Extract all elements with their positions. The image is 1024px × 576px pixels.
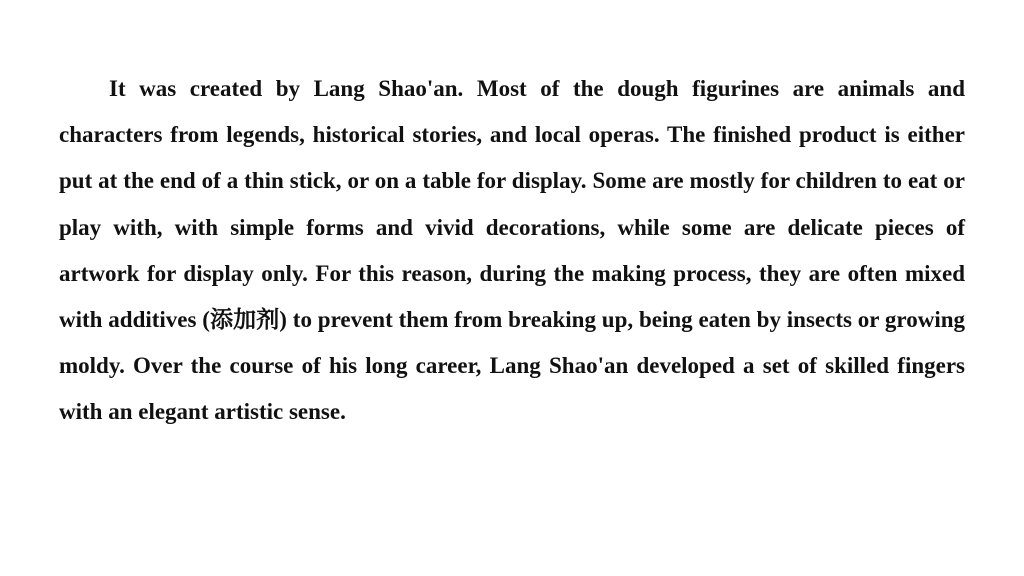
body-paragraph: It was created by Lang Shao'an. Most of the dough figurines are animals and characters from legends, historical stories, and local operas. The finished product is either put at the end of a thin stick, or on a table for display. Some are mostly for children to eat or play with, with simple forms and vivid decorations, while some are delicate pieces of artwork for display only. For this reason, during the making process, they are often mixed with additives (添加剂) to prevent them from breaking up, being eaten by insects or growing moldy. Over the course of his long career, Lang Shao'an developed a set of skilled fingers with an elegant artistic sense. — [59, 76, 965, 425]
document-page — [59, 66, 965, 436]
